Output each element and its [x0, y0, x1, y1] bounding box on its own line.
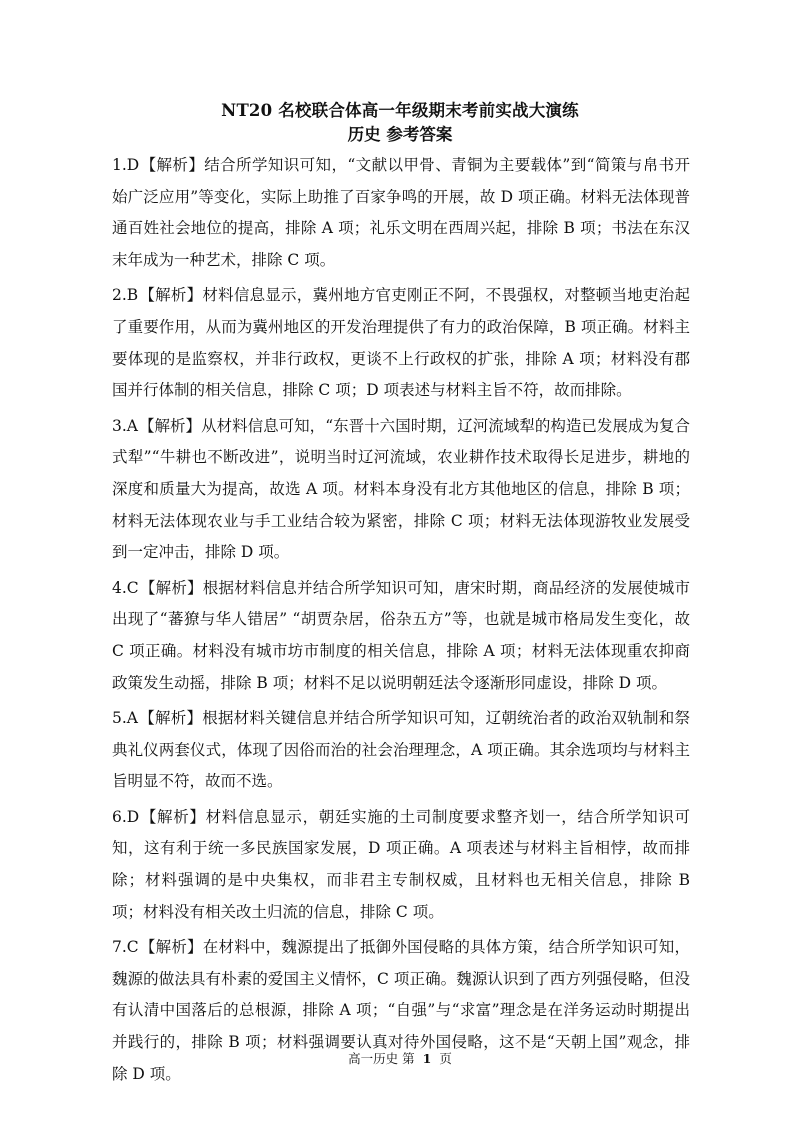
- answer-number: 3.A: [112, 416, 138, 435]
- answer-text: 【解析】材料信息显示，冀州地方官吏刚正不阿，不畏强权，对整顿当地吏治起了重要作用，从而为冀州地区的开发治理提供了有力的政治保障，B 项正确。材料主要体现的是监察权，并非行政权，更谈不上行政权的扩张，排除 A 项；材料没有郡国并行体制的相关信息，排除 C 项；D 项表述与材料主旨不符，故而排除。: [112, 286, 690, 400]
- answer-number: 4.C: [112, 578, 139, 597]
- answer-item-2: [112, 280, 690, 406]
- answer-text: 【解析】根据材料信息并结合所学知识可知，唐宋时期，商品经济的发展使城市出现了“蕃獠与华人错居” “胡贾杂居，俗杂五方”等，也就是城市格局发生变化，故 C 项正确。材料没有城市坊市制度的相关信息，排除 A 项；材料无法体现重农抑商政策发生动摇，排除 B 项；材料不足以说明朝廷法令逐渐形同虚设，排除 D 项。: [112, 578, 690, 692]
- footer-suffix: 页: [439, 1051, 452, 1066]
- answer-text: 【解析】结合所学知识可知，“文献以甲骨、青铜为主要载体”到“简策与帛书开始广泛应用”等变化，实际上助推了百家争鸣的开展，故 D 项正确。材料无法体现普通百姓社会地位的提高，排除 A 项；礼乐文明在西周兴起，排除 B 项；书法在东汉末年成为一种艺术，排除 C 项。: [112, 156, 690, 269]
- answer-text: 【解析】根据材料关键信息并结合所学知识可知，辽朝统治者的政治双轨制和祭典礼仪两套仪式，体现了因俗而治的社会治理理念，A 项正确。其余选项均与材料主旨明显不符，故而不选。: [112, 709, 690, 791]
- answer-text: 【解析】材料信息显示，朝廷实施的土司制度要求整齐划一，结合所学知识可知，这有利于统一多民族国家发展，D 项正确。A 项表述与材料主旨相悖，故而排除；材料强调的是中央集权，而非君主专制权威，且材料也无相关信息，排除 B 项；材料没有相关改土归流的信息，排除 C 项。: [112, 807, 690, 921]
- answer-number: 2.B: [112, 286, 139, 305]
- answer-number: 5.A: [112, 709, 138, 728]
- answer-list: [112, 150, 690, 1094]
- answer-number: 7.C: [112, 938, 139, 957]
- answer-item-1: [112, 150, 690, 276]
- answer-text: 【解析】从材料信息可知，“东晋十六国时期，辽河流域犁的构造已发展成为复合式犁”“牛耕也不断改进”，说明当时辽河流域，农业耕作技术取得长足进步，耕地的深度和质量大为提高，故选 A 项。材料本身没有北方其他地区的信息，排除 B 项；材料无法体现农业与手工业结合较为紧密，排除 C 项；材料无法体现游牧业发展受到一定冲击，排除 D 项。: [112, 416, 690, 562]
- answer-item-5: [112, 703, 690, 798]
- page-footer: [0, 1050, 800, 1068]
- answer-item-4: [112, 573, 690, 699]
- answer-number: 6.D: [112, 807, 140, 826]
- footer-prefix: 高一历史 第: [348, 1051, 415, 1066]
- page-subtitle: 历史 参考答案: [347, 125, 453, 144]
- answer-text: 【解析】在材料中，魏源提出了抵御外国侵略的具体方策，结合所学知识可知，魏源的做法具有朴素的爱国主义情怀，C 项正确。魏源认识到了西方列强侵略，但没有认清中国落后的总根源，排除 A 项；“自强”与“求富”理念是在洋务运动时期提出并践行的，排除 B 项；材料强调要认真对待外国侵略，这不是“天朝上国”观念，排除 D 项。: [112, 938, 690, 1083]
- answer-item-6: [112, 802, 690, 928]
- answer-number: 1.D: [112, 156, 140, 174]
- page-title: NT20 名校联合体高一年级期末考前实战大演练: [221, 101, 579, 120]
- title-block: [0, 100, 800, 146]
- page-number: 1: [422, 1051, 432, 1066]
- answer-item-3: [112, 411, 690, 569]
